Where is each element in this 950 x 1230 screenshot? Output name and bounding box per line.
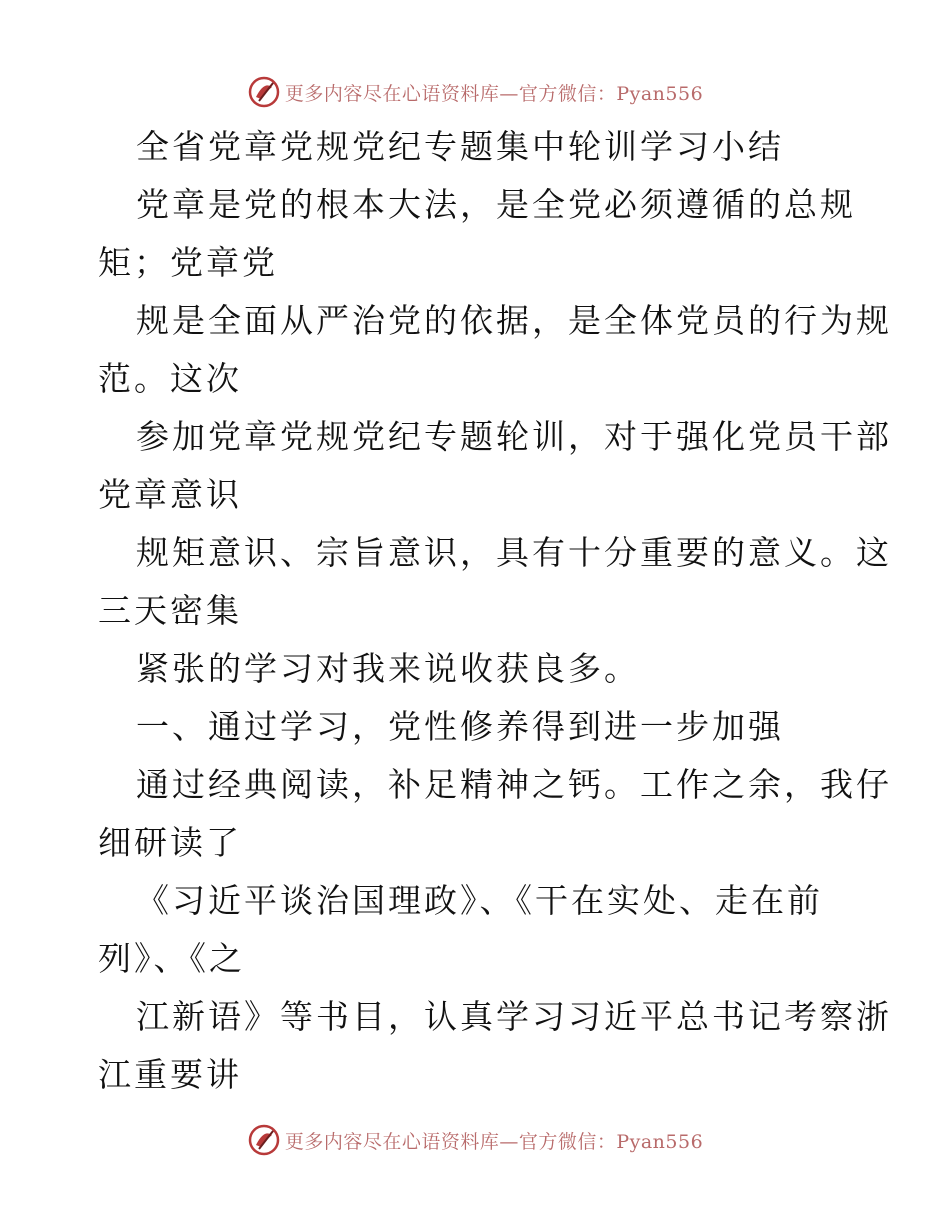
text-line: 范。这次 bbox=[98, 359, 242, 398]
logo-icon bbox=[247, 75, 281, 109]
text-line: 通过经典阅读，补足精神之钙。工作之余，我仔 bbox=[136, 765, 892, 804]
text-line: 江重要讲 bbox=[98, 1055, 242, 1094]
section-heading: 一、通过学习，党性修养得到进一步加强 bbox=[136, 707, 784, 746]
logo-icon bbox=[247, 1123, 281, 1157]
document-body bbox=[98, 118, 892, 1104]
text-line: 参加党章党规党纪专题轮训，对于强化党员干部 bbox=[136, 417, 892, 456]
text-line: 党章是党的根本大法，是全党必须遵循的总规 bbox=[136, 185, 856, 224]
text-line: 矩；党章党 bbox=[98, 243, 278, 282]
text-line: 列》、《之 bbox=[98, 939, 245, 978]
text-line: 党章意识 bbox=[98, 475, 242, 514]
watermark-text: 更多内容尽在心语资料库—官方微信：Pyan556 bbox=[284, 82, 704, 105]
text-line: 细研读了 bbox=[98, 823, 242, 862]
text-line: 规是全面从严治党的依据，是全体党员的行为规 bbox=[136, 301, 892, 340]
text-line: 紧张的学习对我来说收获良多。 bbox=[136, 649, 640, 688]
watermark-footer bbox=[0, 1120, 950, 1160]
text-line: 《习近平谈治国理政》、《干在实处、走在前 bbox=[136, 881, 823, 920]
text-line: 全省党章党规党纪专题集中轮训学习小结 bbox=[136, 127, 784, 166]
text-line: 江新语》等书目，认真学习习近平总书记考察浙 bbox=[136, 997, 892, 1036]
watermark-text: 更多内容尽在心语资料库—官方微信：Pyan556 bbox=[284, 1130, 704, 1153]
text-line: 三天密集 bbox=[98, 591, 242, 630]
text-line: 规矩意识、宗旨意识，具有十分重要的意义。这 bbox=[136, 533, 892, 572]
watermark-header bbox=[0, 72, 950, 112]
